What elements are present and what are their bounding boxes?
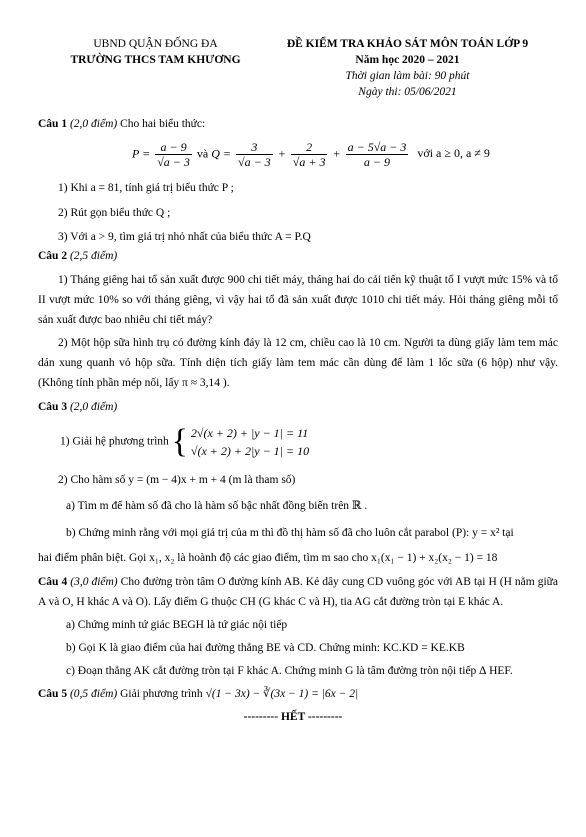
system-equations bbox=[191, 424, 309, 460]
plus-sign-2: + bbox=[332, 146, 341, 161]
q1-numerator: 3 bbox=[236, 140, 273, 155]
q3-part2b-line2: hai điểm phân biệt. Gọi x₁, x₂ là hoành độ các giao điểm, tìm m sao cho x₁(x₁ − 1) + x₂(x₂ − 1) = 18 bbox=[38, 552, 498, 564]
end-marker: --------- HẾT --------- bbox=[243, 711, 343, 723]
q2-part1: 1) Tháng giêng hai tổ sản xuất được 900 chi tiết máy, tháng hai do cải tiến kỹ thuật tổ I vượt mức 15% và tổ II vượt mức 10% so với tháng giêng, vì vậy hai tổ đã sản xuất được 1010 chi tiết máy. Hỏi tháng giêng mỗi tổ sản xuất được bao nhiêu chi tiết máy? bbox=[38, 274, 558, 326]
q3-part2a: a) Tìm m để hàm số đã cho là hàm số bậc nhất đồng biến trên ℝ . bbox=[66, 500, 368, 512]
q3-numerator: a − 5√a − 3 bbox=[347, 140, 407, 154]
q3-system bbox=[60, 424, 309, 460]
q5-points: (0,5 điểm) bbox=[69, 688, 118, 700]
q3-points: (2,0 điểm) bbox=[69, 401, 118, 413]
equation-1: 2√(x + 2) + |y − 1| = 11 bbox=[190, 426, 309, 440]
q3-part2: 2) Cho hàm số y = (m − 4)x + m + 4 (m là tham số) bbox=[58, 474, 296, 486]
exam-title: ĐỀ KIỂM TRA KHẢO SÁT MÔN TOÁN LỚP 9 bbox=[286, 38, 529, 50]
condition: với a ≥ 0, a ≠ 9 bbox=[417, 146, 490, 161]
p-denominator: √a − 3 bbox=[157, 155, 190, 169]
q2-numerator: 2 bbox=[291, 140, 328, 155]
school-name: TRƯỜNG THCS TAM KHƯƠNG bbox=[70, 54, 241, 66]
q-fraction-3 bbox=[346, 140, 409, 169]
q4-part-c: c) Đoạn thẳng AK cắt đường tròn tại F khác A. Chứng minh G là tâm đường tròn nội tiếp ∆ HEF. bbox=[66, 665, 513, 677]
q1-formula bbox=[132, 140, 490, 169]
q2-part2: 2) Một hộp sữa hình trụ có đường kính đáy là 12 cm, chiều cao là 10 cm. Người ta dùng giấy làm tem mác dán xung quanh vỏ hộp sữa. Tính diện tích giấy làm tem mác cần dùng để làm 1 lốc sữa (6 hộp) như vậy. (Không tính phần mép nối, lấy π ≈ 3,14 ). bbox=[38, 337, 558, 389]
q4-label: Câu 4 bbox=[38, 576, 68, 588]
q1-part1: 1) Khi a = 81, tính giá trị biểu thức P ; bbox=[58, 182, 234, 194]
school-year: Năm học 2020 – 2021 bbox=[355, 54, 460, 66]
q1-denominator: √a − 3 bbox=[238, 155, 271, 169]
p-numerator: a − 9 bbox=[155, 140, 192, 155]
q3-denominator: a − 9 bbox=[363, 155, 391, 169]
q1-points: (2,0 điểm) bbox=[69, 118, 118, 130]
q1-heading bbox=[38, 116, 558, 132]
q1-label: Câu 1 bbox=[38, 118, 68, 130]
q3-heading bbox=[38, 399, 558, 415]
q1-part2: 2) Rút gọn biểu thức Q ; bbox=[58, 207, 171, 219]
q3-part2b-line1: b) Chứng minh rằng với mọi giá trị của m thì đồ thị hàm số đã cho luôn cắt parabol (P): y = x² tại bbox=[66, 527, 514, 539]
p-fraction bbox=[155, 140, 192, 169]
school-header bbox=[48, 36, 263, 68]
q2-points: (2,5 điểm) bbox=[69, 250, 118, 262]
duration: Thời gian làm bài: 90 phút bbox=[345, 70, 470, 82]
q5-equation: √(1 − 3x) − ∛(3x − 1) = |6x − 2| bbox=[205, 688, 359, 700]
q2-heading bbox=[38, 248, 558, 264]
equation-2: √(x + 2) + 2|y − 1| = 10 bbox=[190, 444, 310, 458]
q4-part-b: b) Gọi K là giao điểm của hai đường thẳng BE và CD. Chứng minh: KC.KD = KE.KB bbox=[66, 642, 465, 654]
plus-sign: + bbox=[277, 146, 286, 161]
q2-label: Câu 2 bbox=[38, 250, 68, 262]
district-name: UBND QUẬN ĐỐNG ĐA bbox=[93, 38, 218, 50]
q-lhs: Q = bbox=[211, 146, 231, 161]
and-word: và bbox=[196, 146, 209, 161]
q-fraction-1 bbox=[236, 140, 273, 169]
q1-part3: 3) Với a > 9, tìm giá trị nhỏ nhất của biểu thức A = P.Q bbox=[58, 231, 311, 243]
q4-intro bbox=[38, 572, 558, 612]
q3-part1: 1) Giải hệ phương trình bbox=[60, 435, 169, 448]
q1-intro: Cho hai biểu thức: bbox=[120, 118, 206, 130]
q-fraction-2 bbox=[291, 140, 328, 169]
exam-date: Ngày thi: 05/06/2021 bbox=[358, 86, 457, 98]
system-brace: { bbox=[171, 423, 188, 460]
q2-denominator: √a + 3 bbox=[292, 155, 326, 169]
q4-points: (3,0 điểm) bbox=[70, 576, 118, 588]
q4-text: Cho đường tròn tâm O đường kính AB. Kẻ dây cung CD vuông góc với AB tại H (H nằm giữa A và O, H khác A và O). Lấy điểm G thuộc CH (G khác C và H), tia AG cắt đường tròn tại E khác A. bbox=[38, 576, 559, 608]
q5-line bbox=[38, 686, 558, 702]
q5-text: Giải phương trình bbox=[120, 688, 203, 700]
q3-label: Câu 3 bbox=[38, 401, 68, 413]
exam-header bbox=[255, 36, 560, 100]
p-lhs: P = bbox=[132, 146, 151, 161]
q5-label: Câu 5 bbox=[38, 688, 68, 700]
q4-part-a: a) Chứng minh tứ giác BEGH là tứ giác nội tiếp bbox=[66, 619, 288, 631]
